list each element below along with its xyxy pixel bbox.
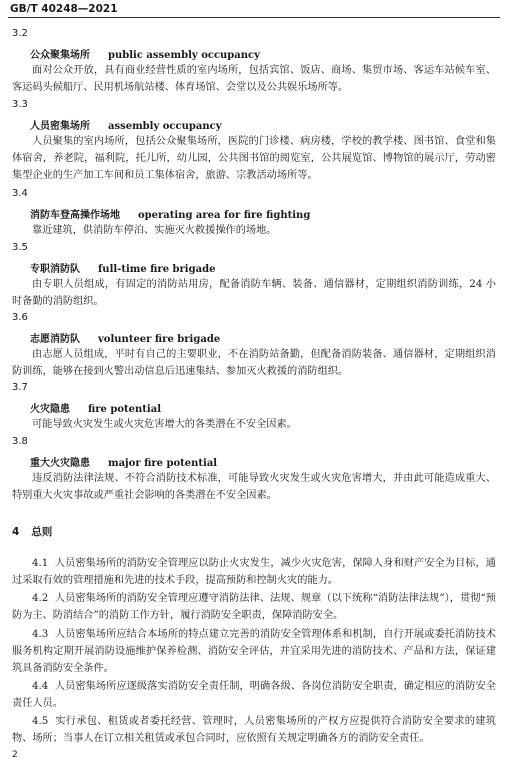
term-zh: 消防车登高操作场地 (30, 210, 120, 221)
term-zh: 专职消防队 (30, 264, 80, 275)
term-en: volunteer fire brigade (98, 334, 221, 345)
term-en: public assembly occupancy (108, 50, 260, 61)
clause-4-1 (12, 555, 496, 589)
clause-4-5 (12, 713, 496, 747)
term-title (30, 206, 310, 221)
clause-text: 人员密集场所的消防安全管理应遵守消防法律、法规、规章（以下统称“消防法律法规”），贯彻“预防为主、防消结合”的消防工作方针，履行消防安全职责，保障消防安全。 (12, 593, 496, 621)
clause-4-4 (12, 678, 496, 712)
header-rule (8, 17, 500, 18)
term-en: operating area for fire fighting (138, 210, 311, 221)
term-zh: 人员密集场所 (30, 121, 90, 132)
section-heading (12, 524, 52, 539)
clause-text: 人员密集场所应结合本场所的特点建立完善的消防安全管理体系和机制，自行开展或委托消防技术服务机构定期开展消防设施维护保养检测、消防安全评估，并宜采用先进的消防技术、产品和方法，保证建筑具备消防安全条件。 (12, 629, 496, 674)
term-number: 3.4 (12, 188, 28, 199)
term-title (30, 330, 220, 345)
term-number: 3.8 (12, 436, 28, 447)
clause-number: 4.4 (32, 681, 49, 692)
term-number: 3.6 (12, 312, 28, 323)
term-title (30, 454, 217, 469)
page-number: 2 (12, 750, 18, 760)
section-title: 总则 (31, 526, 53, 538)
term-number: 3.2 (12, 28, 28, 39)
clause-text: 人员密集场所应逐级落实消防安全责任制，明确各级、各岗位消防安全职责，确定相应的消防安全责任人员。 (12, 681, 496, 709)
term-definition: 可能导致火灾发生或火灾危害增大的各类潜在不安全因素。 (32, 419, 297, 430)
clause-number: 4.1 (32, 558, 49, 569)
term-zh: 志愿消防队 (30, 334, 80, 345)
clause-number: 4.5 (32, 716, 49, 727)
term-definition: 靠近建筑，供消防车停泊、实施灭火救援操作的场地。 (32, 225, 277, 236)
clause-number: 4.2 (32, 593, 49, 604)
term-title (30, 260, 215, 275)
term-zh: 公众聚集场所 (30, 50, 90, 61)
term-definition: 由志愿人员组成，平时有自己的主要职业，不在消防站备勤，但配备消防装备、通信器材，定期组织消防训练，能够在接到火警出动信息后迅速集结、参加灭火救援的消防组织。 (12, 349, 496, 377)
clause-4-3 (12, 626, 496, 677)
term-en: major fire potential (108, 458, 218, 469)
section-number: 4 (12, 526, 20, 538)
clause-text: 实行承包、租赁或者委托经营、管理时，人员密集场所的产权方应提供符合消防安全要求的建筑物、场所；当事人在订立相关租赁或承包合同时，应依照有关规定明确各方的消防安全责任。 (12, 716, 496, 744)
clause-text: 人员密集场所的消防安全管理应以防止火灾发生，减少火灾危害，保障人身和财产安全为目标，通过采取有效的管理措施和先进的技术手段，提高预防和控制火灾的能力。 (12, 558, 496, 586)
term-definition: 人员聚集的室内场所，包括公众聚集场所，医院的门诊楼、病房楼，学校的教学楼、图书馆、食堂和集体宿舍，养老院，福利院，托儿所，幼儿园，公共图书馆的阅览室，公共展览馆、博物馆的展示厅，劳动密集型企业的生产加工车间和员工集体宿舍，旅游、宗教活动场所等。 (12, 136, 496, 181)
term-en: full-time fire brigade (98, 264, 216, 275)
term-zh: 重大火灾隐患 (30, 458, 90, 469)
term-en: assembly occupancy (108, 121, 222, 132)
term-number: 3.5 (12, 242, 28, 253)
term-zh: 火灾隐患 (30, 404, 70, 415)
term-number: 3.3 (12, 99, 28, 110)
term-number: 3.7 (12, 382, 28, 393)
term-title (30, 400, 161, 415)
term-title (30, 46, 260, 61)
clause-number: 4.3 (32, 629, 49, 640)
term-definition: 由专职人员组成，有固定的消防站用房，配备消防车辆、装备、通信器材，定期组织消防训练，24 小时备勤的消防组织。 (12, 279, 496, 307)
term-title (30, 117, 222, 132)
term-en: fire potential (88, 404, 161, 415)
term-definition: 面对公众开放，具有商业经营性质的室内场所，包括宾馆、饭店、商场、集贸市场、客运车站候车室、客运码头候船厅、民用机场航站楼、体育场馆、会堂以及公共娱乐场所等。 (12, 65, 496, 93)
term-definition: 违反消防法律法规、不符合消防技术标准，可能导致火灾发生或火灾危害增大，并由此可能造成重大、特别重大火灾事故或严重社会影响的各类潜在不安全因素。 (12, 473, 496, 501)
standard-code: GB/T 40248—2021 (10, 3, 118, 15)
clause-4-2 (12, 590, 496, 624)
